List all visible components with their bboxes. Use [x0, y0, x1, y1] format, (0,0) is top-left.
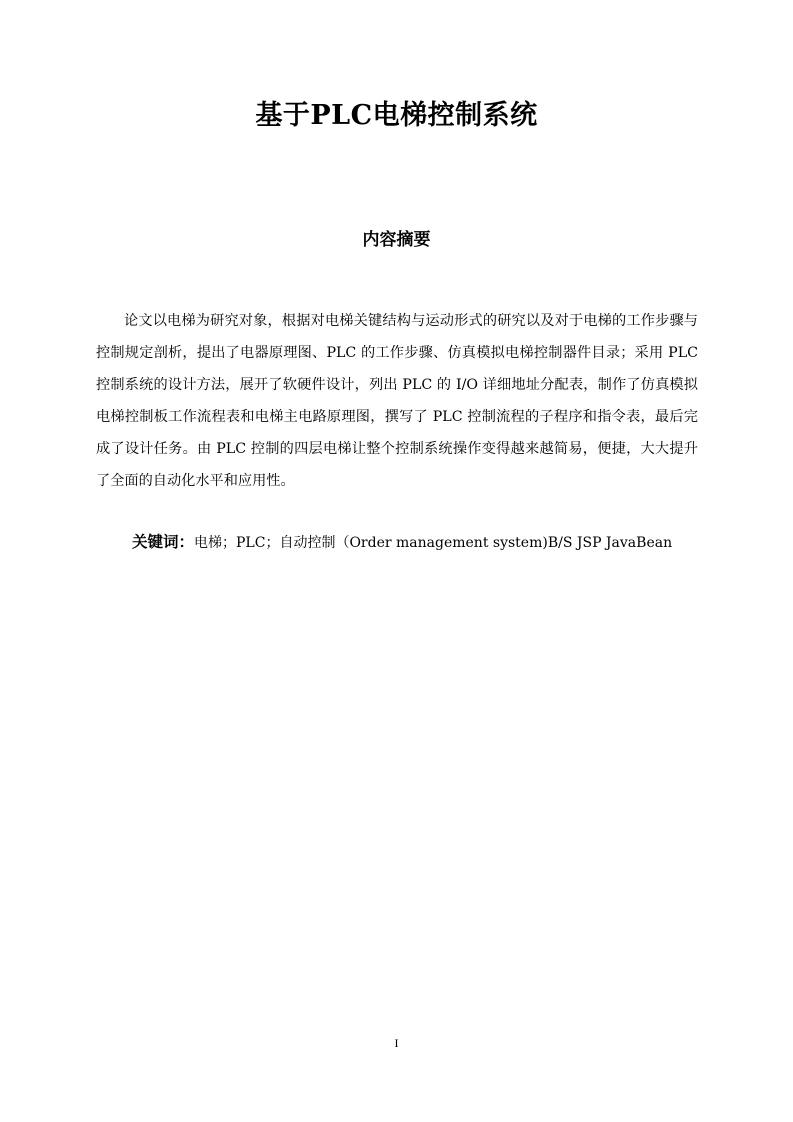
keywords-text: 电梯；PLC；自动控制（Order management system)B/S JSP JavaBean [194, 535, 673, 551]
page-number: I [394, 1036, 399, 1050]
keywords-label: 关键词： [132, 533, 195, 551]
abstract-paragraph: 论文以电梯为研究对象，根据对电梯关键结构与运动形式的研究以及对于电梯的工作步骤与控制规定剖析，提出了电器原理图、PLC 的工作步骤、仿真模拟电梯控制器件目录；采用 PLC 控制系统的设计方法，展开了软硬件设计，列出 PLC 的 I/O 详细地址分配表，制作了仿真模拟电梯控制板工作流程表和电梯主电路原理图，撰写了 PLC 控制流程的子程序和指令表，最后完成了设计任务。由 PLC 控制的四层电梯让整个控制系统操作变得越来越简易，便捷，大大提升了全面的自动化水平和应用性。 [96, 313, 698, 489]
abstract-heading: 内容摘要 [362, 230, 431, 250]
keywords-line [132, 527, 732, 558]
page-title: 基于PLC电梯控制系统 [255, 100, 538, 131]
